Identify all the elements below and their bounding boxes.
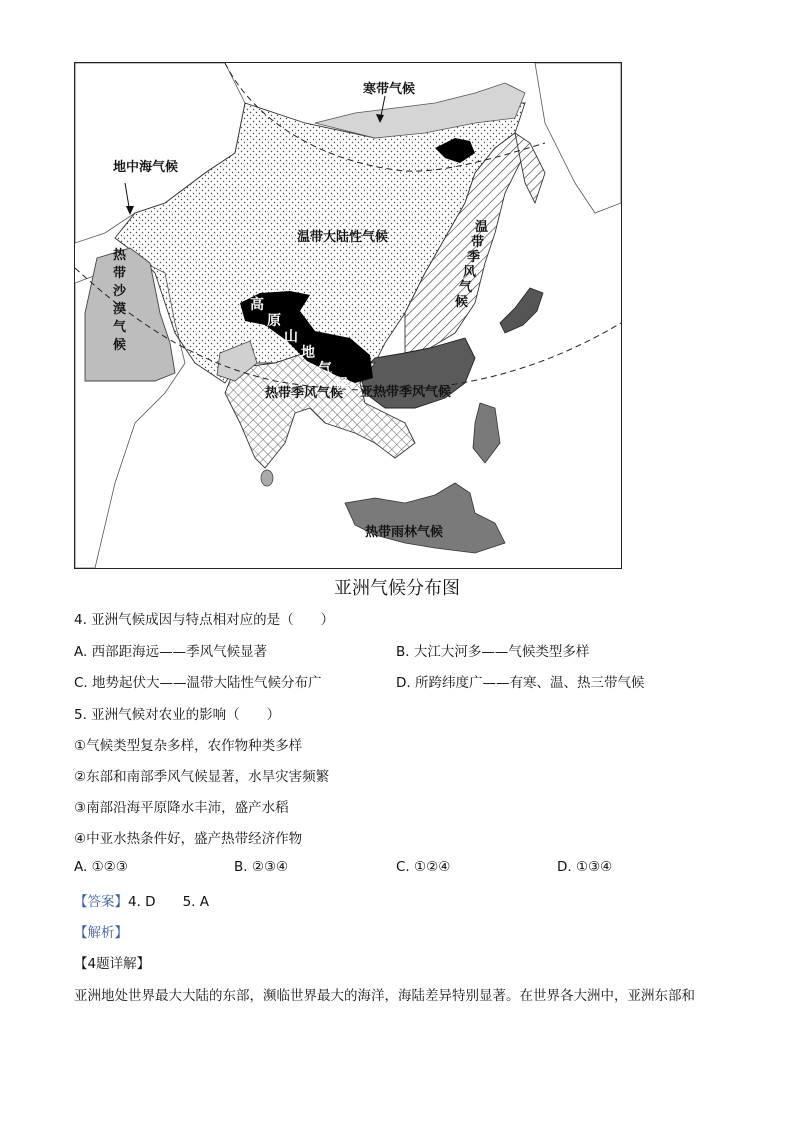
q4-option-a: A. 西部距海远——季风气候显著 bbox=[74, 644, 268, 660]
kamchatka-monsoon bbox=[515, 133, 545, 203]
plateau-label-char: 高 bbox=[250, 297, 264, 313]
desert-label-char: 带 bbox=[113, 266, 127, 281]
q5-statement-4: ④中亚水热条件好，盛产热带经济作物 bbox=[74, 831, 303, 847]
answer-line bbox=[74, 890, 209, 910]
desert-label-char: 候 bbox=[113, 338, 127, 353]
label-mediterranean: 地中海气候 bbox=[113, 160, 179, 175]
q4-option-c: C. 地势起伏大——温带大陆性气候分布广 bbox=[74, 675, 322, 691]
japan bbox=[500, 288, 543, 333]
plateau-label-char: 地 bbox=[301, 345, 315, 361]
detail-text: 亚洲地处世界最大大陆的东部，濒临世界最大的海洋，海陆差异特别显著。在世界各大洲中，亚洲东部和 bbox=[74, 988, 695, 1004]
detail-tag: 【4题详解】 bbox=[74, 956, 151, 972]
desert-label-char: 漠 bbox=[113, 302, 127, 317]
analysis-tag: 【解析】 bbox=[74, 925, 128, 941]
label-tropical-monsoon: 热带季风气候 bbox=[265, 386, 344, 401]
q5-option-c: C. ①②④ bbox=[396, 859, 451, 875]
desert-label-char: 气 bbox=[113, 320, 127, 335]
q5-option-b: B. ②③④ bbox=[234, 859, 289, 875]
asia-climate-map bbox=[74, 62, 622, 569]
monsoon-label-char: 温 bbox=[475, 220, 489, 235]
desert-label-char: 沙 bbox=[113, 284, 127, 299]
q4-option-d: D. 所跨纬度广——有寒、温、热三带气候 bbox=[396, 675, 645, 691]
q5-option-d: D. ①③④ bbox=[557, 859, 613, 875]
plateau-label-char: 山 bbox=[284, 329, 298, 345]
monsoon-label-char: 气 bbox=[459, 280, 473, 295]
monsoon-label-char: 带 bbox=[471, 235, 485, 250]
answer-text: 4. D 5. A bbox=[128, 894, 209, 910]
answer-tag: 【答案】 bbox=[74, 894, 128, 910]
q5-statement-2: ②东部和南部季风气候显著，水旱灾害频繁 bbox=[74, 769, 330, 785]
plateau-label-char: 原 bbox=[267, 313, 281, 329]
q5-statement-3: ③南部沿海平原降水丰沛，盛产水稻 bbox=[74, 800, 289, 816]
desert-label-char: 热 bbox=[113, 248, 127, 263]
map-caption: 亚洲气候分布图 bbox=[334, 578, 460, 599]
plateau-label-char: 候 bbox=[335, 377, 349, 393]
rainforest-region bbox=[345, 483, 505, 553]
label-rainforest: 热带雨林气候 bbox=[365, 525, 444, 540]
q5-option-a: A. ①②③ bbox=[74, 859, 128, 875]
label-subtropical-monsoon: 亚热带季风气候 bbox=[360, 385, 452, 400]
label-cold: 寒带气候 bbox=[363, 82, 416, 97]
monsoon-label-char: 季 bbox=[467, 250, 481, 265]
q5-statement-1: ①气候类型复杂多样，农作物种类多样 bbox=[74, 738, 303, 754]
monsoon-label-char: 风 bbox=[463, 265, 477, 280]
label-temperate-continental: 温带大陆性气候 bbox=[297, 230, 389, 245]
monsoon-label-char: 候 bbox=[455, 295, 469, 310]
q4-option-b: B. 大江大河多——气候类型多样 bbox=[396, 644, 590, 660]
plateau-label-char: 气 bbox=[318, 361, 332, 377]
q5-stem: 5. 亚洲气候对农业的影响（ ） bbox=[74, 707, 281, 723]
q4-stem: 4. 亚洲气候成因与特点相对应的是（ ） bbox=[74, 612, 335, 628]
sri-lanka bbox=[261, 470, 273, 486]
philippines bbox=[473, 403, 500, 463]
